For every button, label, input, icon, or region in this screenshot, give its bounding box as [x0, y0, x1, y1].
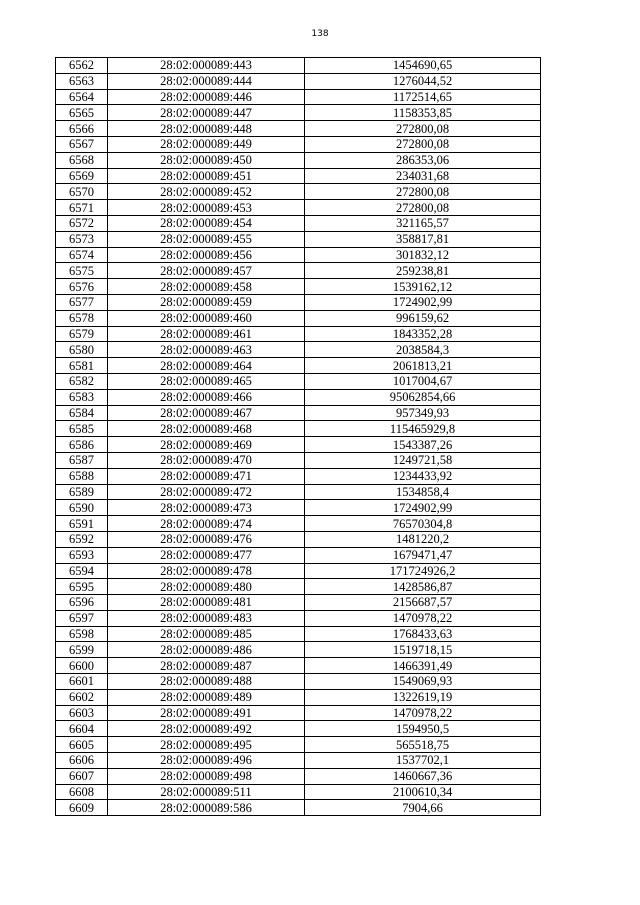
row-number-cell: 6581	[56, 358, 108, 374]
table-row	[56, 595, 541, 611]
value-cell: 7904,66	[305, 800, 541, 816]
cadastral-number-cell: 28:02:000089:444	[108, 73, 305, 89]
cadastral-number-cell: 28:02:000089:498	[108, 768, 305, 784]
row-number-cell: 6580	[56, 342, 108, 358]
value-cell: 1537702,1	[305, 753, 541, 769]
table-row	[56, 421, 541, 437]
table-row	[56, 326, 541, 342]
value-cell: 171724926,2	[305, 563, 541, 579]
table-row	[56, 247, 541, 263]
row-number-cell: 6600	[56, 658, 108, 674]
value-cell: 2061813,21	[305, 358, 541, 374]
value-cell: 95062854,66	[305, 389, 541, 405]
cadastral-number-cell: 28:02:000089:478	[108, 563, 305, 579]
value-cell: 1768433,63	[305, 626, 541, 642]
table-row	[56, 563, 541, 579]
cadastral-number-cell: 28:02:000089:473	[108, 500, 305, 516]
cadastral-number-cell: 28:02:000089:452	[108, 184, 305, 200]
cadastral-number-cell: 28:02:000089:449	[108, 136, 305, 152]
row-number-cell: 6578	[56, 310, 108, 326]
cadastral-number-cell: 28:02:000089:483	[108, 610, 305, 626]
row-number-cell: 6603	[56, 705, 108, 721]
table-row	[56, 105, 541, 121]
cadastral-number-cell: 28:02:000089:480	[108, 579, 305, 595]
value-cell: 272800,08	[305, 200, 541, 216]
row-number-cell: 6583	[56, 389, 108, 405]
value-cell: 565518,75	[305, 737, 541, 753]
row-number-cell: 6574	[56, 247, 108, 263]
table-row	[56, 437, 541, 453]
cadastral-number-cell: 28:02:000089:464	[108, 358, 305, 374]
row-number-cell: 6604	[56, 721, 108, 737]
row-number-cell: 6592	[56, 531, 108, 547]
value-cell: 272800,08	[305, 121, 541, 137]
value-cell: 1481220,2	[305, 531, 541, 547]
row-number-cell: 6571	[56, 200, 108, 216]
cadastral-number-cell: 28:02:000089:447	[108, 105, 305, 121]
row-number-cell: 6568	[56, 152, 108, 168]
table-row	[56, 768, 541, 784]
cadastral-number-cell: 28:02:000089:466	[108, 389, 305, 405]
table-row	[56, 231, 541, 247]
value-cell: 2156687,57	[305, 595, 541, 611]
table-row	[56, 89, 541, 105]
row-number-cell: 6599	[56, 642, 108, 658]
table-row	[56, 373, 541, 389]
row-number-cell: 6606	[56, 753, 108, 769]
value-cell: 321165,57	[305, 215, 541, 231]
row-number-cell: 6566	[56, 121, 108, 137]
value-cell: 1234433,92	[305, 468, 541, 484]
value-cell: 286353,06	[305, 152, 541, 168]
cadastral-number-cell: 28:02:000089:489	[108, 689, 305, 705]
value-cell: 1276044,52	[305, 73, 541, 89]
cadastral-number-cell: 28:02:000089:465	[108, 373, 305, 389]
table-row	[56, 184, 541, 200]
cadastral-number-cell: 28:02:000089:468	[108, 421, 305, 437]
table-row	[56, 547, 541, 563]
cadastral-number-cell: 28:02:000089:443	[108, 58, 305, 74]
cadastral-number-cell: 28:02:000089:458	[108, 279, 305, 295]
table-body	[56, 58, 541, 816]
table-row	[56, 721, 541, 737]
table-row	[56, 753, 541, 769]
table-row	[56, 468, 541, 484]
table-row	[56, 121, 541, 137]
table-row	[56, 800, 541, 816]
cadastral-number-cell: 28:02:000089:457	[108, 263, 305, 279]
table-row	[56, 168, 541, 184]
row-number-cell: 6582	[56, 373, 108, 389]
row-number-cell: 6563	[56, 73, 108, 89]
table-row	[56, 737, 541, 753]
cadastral-number-cell: 28:02:000089:463	[108, 342, 305, 358]
row-number-cell: 6562	[56, 58, 108, 74]
table-row	[56, 658, 541, 674]
value-cell: 115465929,8	[305, 421, 541, 437]
table-row	[56, 215, 541, 231]
row-number-cell: 6565	[56, 105, 108, 121]
value-cell: 2100610,34	[305, 784, 541, 800]
table-row	[56, 531, 541, 547]
cadastral-number-cell: 28:02:000089:451	[108, 168, 305, 184]
value-cell: 2038584,3	[305, 342, 541, 358]
value-cell: 1470978,22	[305, 705, 541, 721]
cadastral-number-cell: 28:02:000089:487	[108, 658, 305, 674]
cadastral-number-cell: 28:02:000089:486	[108, 642, 305, 658]
table-row	[56, 642, 541, 658]
row-number-cell: 6584	[56, 405, 108, 421]
value-cell: 1322619,19	[305, 689, 541, 705]
value-cell: 1549069,93	[305, 674, 541, 690]
cadastral-number-cell: 28:02:000089:469	[108, 437, 305, 453]
table-row	[56, 405, 541, 421]
value-cell: 957349,93	[305, 405, 541, 421]
cadastral-number-cell: 28:02:000089:446	[108, 89, 305, 105]
table-row	[56, 389, 541, 405]
table-row	[56, 610, 541, 626]
cadastral-number-cell: 28:02:000089:476	[108, 531, 305, 547]
value-cell: 1724902,99	[305, 294, 541, 310]
table-row	[56, 626, 541, 642]
value-cell: 1249721,58	[305, 452, 541, 468]
table-row	[56, 58, 541, 74]
table-row	[56, 358, 541, 374]
value-cell: 272800,08	[305, 184, 541, 200]
table-row	[56, 579, 541, 595]
row-number-cell: 6595	[56, 579, 108, 595]
table-row	[56, 136, 541, 152]
cadastral-number-cell: 28:02:000089:459	[108, 294, 305, 310]
cadastral-number-cell: 28:02:000089:511	[108, 784, 305, 800]
row-number-cell: 6596	[56, 595, 108, 611]
value-cell: 1428586,87	[305, 579, 541, 595]
row-number-cell: 6589	[56, 484, 108, 500]
row-number-cell: 6590	[56, 500, 108, 516]
value-cell: 1454690,65	[305, 58, 541, 74]
row-number-cell: 6602	[56, 689, 108, 705]
row-number-cell: 6588	[56, 468, 108, 484]
value-cell: 1466391,49	[305, 658, 541, 674]
value-cell: 301832,12	[305, 247, 541, 263]
row-number-cell: 6591	[56, 516, 108, 532]
cadastral-number-cell: 28:02:000089:470	[108, 452, 305, 468]
table-row	[56, 342, 541, 358]
table-row	[56, 500, 541, 516]
table-row	[56, 279, 541, 295]
cadastral-number-cell: 28:02:000089:481	[108, 595, 305, 611]
table-row	[56, 784, 541, 800]
row-number-cell: 6585	[56, 421, 108, 437]
row-number-cell: 6575	[56, 263, 108, 279]
data-table	[55, 57, 541, 816]
row-number-cell: 6569	[56, 168, 108, 184]
value-cell: 1534858,4	[305, 484, 541, 500]
row-number-cell: 6609	[56, 800, 108, 816]
cadastral-number-cell: 28:02:000089:471	[108, 468, 305, 484]
value-cell: 1539162,12	[305, 279, 541, 295]
value-cell: 76570304,8	[305, 516, 541, 532]
cadastral-number-cell: 28:02:000089:450	[108, 152, 305, 168]
cadastral-number-cell: 28:02:000089:460	[108, 310, 305, 326]
row-number-cell: 6607	[56, 768, 108, 784]
value-cell: 1543387,26	[305, 437, 541, 453]
row-number-cell: 6598	[56, 626, 108, 642]
value-cell: 996159,62	[305, 310, 541, 326]
page-number: 138	[311, 29, 329, 39]
cadastral-number-cell: 28:02:000089:461	[108, 326, 305, 342]
value-cell: 1172514,65	[305, 89, 541, 105]
table-row	[56, 689, 541, 705]
value-cell: 259238,81	[305, 263, 541, 279]
row-number-cell: 6579	[56, 326, 108, 342]
table-row	[56, 705, 541, 721]
table-row	[56, 152, 541, 168]
value-cell: 1470978,22	[305, 610, 541, 626]
table-row	[56, 484, 541, 500]
value-cell: 272800,08	[305, 136, 541, 152]
table-row	[56, 674, 541, 690]
table-row	[56, 452, 541, 468]
value-cell: 358817,81	[305, 231, 541, 247]
value-cell: 1724902,99	[305, 500, 541, 516]
table-row	[56, 73, 541, 89]
cadastral-number-cell: 28:02:000089:477	[108, 547, 305, 563]
value-cell: 234031,68	[305, 168, 541, 184]
row-number-cell: 6597	[56, 610, 108, 626]
row-number-cell: 6572	[56, 215, 108, 231]
row-number-cell: 6586	[56, 437, 108, 453]
row-number-cell: 6587	[56, 452, 108, 468]
cadastral-number-cell: 28:02:000089:455	[108, 231, 305, 247]
value-cell: 1158353,85	[305, 105, 541, 121]
cadastral-number-cell: 28:02:000089:492	[108, 721, 305, 737]
row-number-cell: 6605	[56, 737, 108, 753]
row-number-cell: 6570	[56, 184, 108, 200]
row-number-cell: 6601	[56, 674, 108, 690]
cadastral-number-cell: 28:02:000089:485	[108, 626, 305, 642]
value-cell: 1017004,67	[305, 373, 541, 389]
row-number-cell: 6593	[56, 547, 108, 563]
table-row	[56, 294, 541, 310]
value-cell: 1594950,5	[305, 721, 541, 737]
value-cell: 1460667,36	[305, 768, 541, 784]
value-cell: 1519718,15	[305, 642, 541, 658]
cadastral-number-cell: 28:02:000089:454	[108, 215, 305, 231]
row-number-cell: 6594	[56, 563, 108, 579]
cadastral-number-cell: 28:02:000089:472	[108, 484, 305, 500]
table-row	[56, 263, 541, 279]
row-number-cell: 6577	[56, 294, 108, 310]
row-number-cell: 6567	[56, 136, 108, 152]
table-row	[56, 310, 541, 326]
row-number-cell: 6573	[56, 231, 108, 247]
value-cell: 1679471,47	[305, 547, 541, 563]
cadastral-number-cell: 28:02:000089:491	[108, 705, 305, 721]
row-number-cell: 6564	[56, 89, 108, 105]
row-number-cell: 6576	[56, 279, 108, 295]
cadastral-number-cell: 28:02:000089:456	[108, 247, 305, 263]
cadastral-number-cell: 28:02:000089:448	[108, 121, 305, 137]
cadastral-number-cell: 28:02:000089:495	[108, 737, 305, 753]
row-number-cell: 6608	[56, 784, 108, 800]
value-cell: 1843352,28	[305, 326, 541, 342]
cadastral-number-cell: 28:02:000089:453	[108, 200, 305, 216]
table-row	[56, 200, 541, 216]
cadastral-number-cell: 28:02:000089:488	[108, 674, 305, 690]
cadastral-number-cell: 28:02:000089:474	[108, 516, 305, 532]
cadastral-number-cell: 28:02:000089:586	[108, 800, 305, 816]
cadastral-number-cell: 28:02:000089:467	[108, 405, 305, 421]
table-row	[56, 516, 541, 532]
cadastral-number-cell: 28:02:000089:496	[108, 753, 305, 769]
